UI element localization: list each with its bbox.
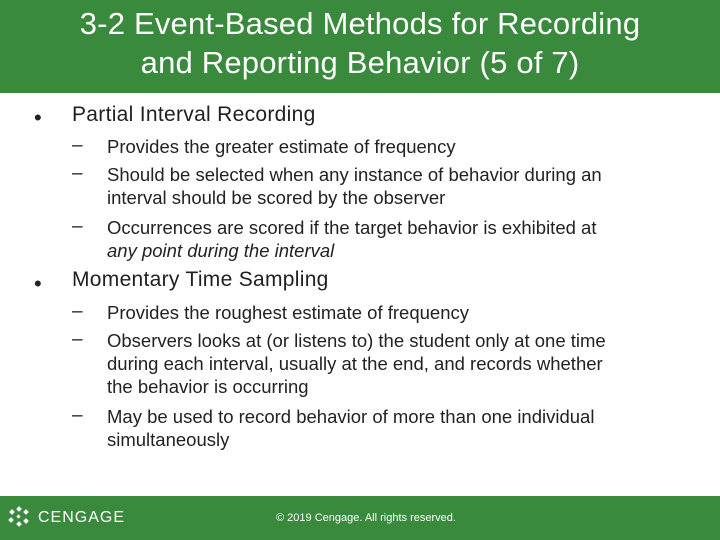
bullet-heading-momentary-sampling: Momentary Time Sampling — [72, 268, 329, 291]
slide-title — [0, 0, 720, 82]
sub-dash: – — [72, 301, 83, 322]
sub-line: May be used to record behavior of more than one individual — [107, 406, 595, 427]
sub-item — [107, 163, 707, 209]
sub-line: Observers looks at (or listens to) the student only at one time — [107, 330, 606, 351]
sub-line: Occurrences are scored if the target behavior is exhibited at — [107, 217, 597, 238]
sub-item — [107, 301, 707, 324]
sub-line: the behavior is occurring — [107, 376, 309, 397]
sub-dash: – — [72, 135, 83, 156]
bullet-marker: • — [34, 105, 42, 130]
cengage-logo-icon — [8, 506, 34, 530]
bullet-heading-partial-interval: Partial Interval Recording — [72, 103, 316, 126]
title-bar — [0, 0, 720, 93]
sub-item — [107, 405, 707, 451]
title-line-2: and Reporting Behavior (5 of 7) — [140, 45, 580, 80]
footer-bar — [0, 496, 720, 540]
sub-line: Provides the roughest estimate of frequency — [107, 302, 469, 323]
sub-dash: – — [72, 216, 83, 237]
sub-line-italic: any point during the interval — [107, 240, 335, 261]
copyright-notice: © 2019 Cengage. All rights reserved. — [276, 512, 456, 524]
sub-dash: – — [72, 163, 83, 184]
sub-item — [107, 329, 707, 398]
sub-line: Should be selected when any instance of behavior during an — [107, 164, 602, 185]
title-line-1: 3-2 Event-Based Methods for Recording — [79, 6, 641, 41]
bullet-marker: • — [34, 271, 42, 296]
sub-line: simultaneously — [107, 429, 230, 450]
sub-dash: – — [72, 329, 83, 350]
sub-line: interval should be scored by the observer — [107, 187, 446, 208]
sub-item — [107, 216, 707, 262]
sub-line: during each interval, usually at the end, and records whether — [107, 353, 603, 374]
sub-item — [107, 135, 707, 158]
sub-dash: – — [72, 405, 83, 426]
logo-text: CENGAGE — [38, 509, 126, 526]
sub-line: Provides the greater estimate of frequency — [107, 136, 456, 157]
cengage-logo — [8, 506, 125, 530]
